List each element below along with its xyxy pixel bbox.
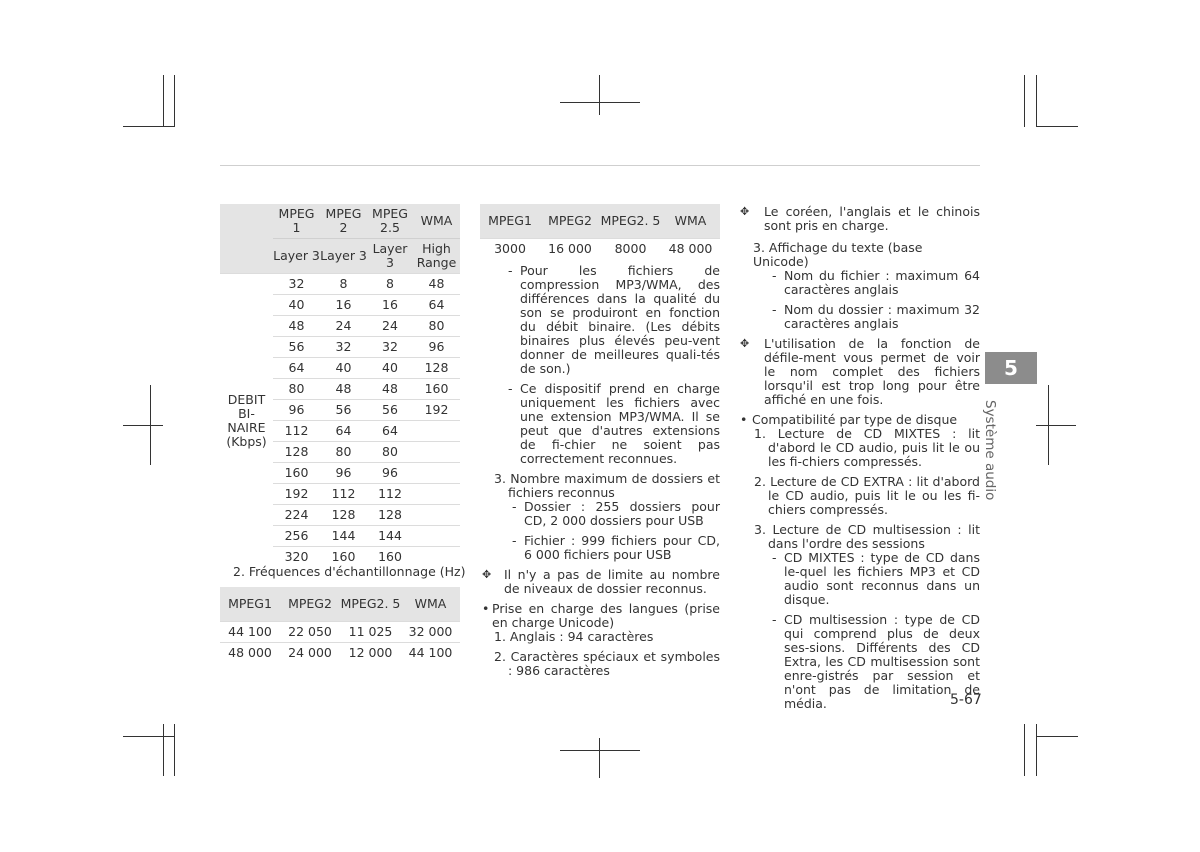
- dash-item: - Nom du fichier : maximum 64 caractères anglais: [772, 268, 980, 297]
- table-cell: 40: [367, 358, 413, 379]
- column-3-text: [740, 205, 980, 711]
- table-header-cell: High Range: [413, 239, 460, 274]
- table-cell: 48 000: [220, 643, 280, 664]
- table-cell: [413, 526, 460, 547]
- bullet-item: • Compatibilité par type de disque: [740, 412, 958, 427]
- table-cell: 32: [320, 337, 367, 358]
- table-cell: 44 100: [220, 622, 280, 643]
- table-cell: 112: [320, 484, 367, 505]
- table-cell: 22 050: [280, 622, 340, 643]
- table-header-cell: MPEG2. 5: [340, 587, 401, 622]
- table-cell: 32: [367, 337, 413, 358]
- table-cell: 128: [273, 442, 320, 463]
- table-row: [480, 239, 720, 260]
- table-cell: 112: [367, 484, 413, 505]
- table-cell: 8: [367, 274, 413, 295]
- table-cell: 12 000: [340, 643, 401, 664]
- table-cell: [413, 463, 460, 484]
- table-cell: 48: [413, 274, 460, 295]
- numbered-item: 2. Lecture de CD EXTRA : lit d'abord le CD audio, puis lit le ou les fi-chiers compressés.: [754, 474, 980, 517]
- dash-item: - CD MIXTES : type de CD dans le-quel les fichiers MP3 et CD audio sont reconnus dans un disque.: [772, 550, 980, 607]
- table-header-row: [220, 204, 460, 239]
- table-header-cell: MPEG1: [480, 204, 540, 239]
- table-cell: [413, 484, 460, 505]
- table-cell: 96: [320, 463, 367, 484]
- table-cell: 80: [273, 379, 320, 400]
- file-count-table: [480, 204, 720, 259]
- table-cell: 24: [367, 316, 413, 337]
- table-cell: 112: [273, 421, 320, 442]
- note-item: ✥ Il n'y a pas de limite au nombre de niveaux de dossier reconnus.: [482, 567, 720, 596]
- numbered-item: 2. Caractères spéciaux et symboles : 986 caractères: [494, 649, 720, 678]
- table-cell: 96: [367, 463, 413, 484]
- table-cell: 160: [367, 547, 413, 568]
- table-cell: 256: [273, 526, 320, 547]
- chapter-tab: 5: [985, 352, 1037, 384]
- table-cell: 320: [273, 547, 320, 568]
- row-group-label: DEBIT BI-NAIRE (Kbps): [220, 274, 273, 568]
- table-header-cell: MPEG2: [540, 204, 600, 239]
- note-icon: ✥: [740, 337, 750, 350]
- numbered-item: 1. Lecture de CD MIXTES : lit d'abord le CD audio, puis lit le ou les fi-chiers compressés.: [754, 426, 980, 469]
- table-cell: 8: [320, 274, 367, 295]
- bullet-icon: •: [482, 601, 490, 616]
- table-cell: [413, 421, 460, 442]
- table-cell: [413, 505, 460, 526]
- bullet-icon: •: [740, 412, 748, 427]
- table-cell: 192: [413, 400, 460, 421]
- table-row: [220, 274, 460, 295]
- table-cell: 224: [273, 505, 320, 526]
- column-2-text: [482, 264, 720, 678]
- section-title: Système audio: [982, 400, 998, 501]
- dash-item: - Dossier : 255 dossiers pour CD, 2 000 dossiers pour USB: [512, 499, 720, 528]
- table-header-cell: Layer 3: [273, 239, 320, 274]
- table-cell: 3000: [480, 239, 540, 260]
- table-cell: 64: [367, 421, 413, 442]
- note-icon: ✥: [482, 568, 492, 581]
- table-header-cell: MPEG2: [280, 587, 340, 622]
- table-cell: 160: [413, 379, 460, 400]
- table-cell: 160: [320, 547, 367, 568]
- table-cell: 56: [320, 400, 367, 421]
- table-cell: 48: [367, 379, 413, 400]
- dash-item: - CD multisession : type de CD qui comprend plus de deux ses-sions. Différents des CD Extra, les CD multisession sont enre-gistrés par session et n'ont pas de limitation de média.: [772, 612, 980, 711]
- table-cell: 48: [320, 379, 367, 400]
- table-cell: 48: [273, 316, 320, 337]
- table-cell: 144: [367, 526, 413, 547]
- table-header-row: [480, 204, 720, 239]
- table-cell: 80: [320, 442, 367, 463]
- table-header-cell: WMA: [413, 204, 460, 239]
- table-cell: 16: [367, 295, 413, 316]
- table-cell: 80: [367, 442, 413, 463]
- table-cell: 64: [273, 358, 320, 379]
- dash-item: - Pour les fichiers de compression MP3/WMA, des différences dans la qualité du son se produiront en fonction du débit binaire. (Les débits binaires plus élevés peu-vent donner de meilleures quali-tés de son.): [508, 263, 720, 376]
- note-icon: ✥: [740, 205, 750, 218]
- page-number: 5-67: [950, 692, 982, 708]
- table-header-cell: MPEG1: [220, 587, 280, 622]
- table-cell: 16 000: [540, 239, 600, 260]
- table-cell: 11 025: [340, 622, 401, 643]
- table-cell: 80: [413, 316, 460, 337]
- numbered-item: 1. Anglais : 94 caractères: [494, 629, 654, 644]
- table-cell: 8000: [600, 239, 661, 260]
- sample-rate-table: [220, 587, 460, 663]
- table-cell: 192: [273, 484, 320, 505]
- table-cell: 128: [413, 358, 460, 379]
- dash-item: - Nom du dossier : maximum 32 caractères anglais: [772, 302, 980, 331]
- numbered-item: 3. Nombre maximum de dossiers et fichiers reconnus: [494, 471, 720, 500]
- numbered-item: 3. Lecture de CD multisession : lit dans l'ordre des sessions: [754, 522, 980, 551]
- table-cell: [413, 442, 460, 463]
- table-header-row: [220, 587, 460, 622]
- sample-rate-caption: 2. Fréquences d'échantillonnage (Hz): [233, 564, 466, 579]
- table-cell: 40: [320, 358, 367, 379]
- table-header-cell: Layer 3: [367, 239, 413, 274]
- table-header-cell: MPEG 1: [273, 204, 320, 239]
- numbered-item: 3. Affichage du texte (base Unicode): [753, 240, 923, 269]
- table-cell: 40: [273, 295, 320, 316]
- dash-item: - Ce dispositif prend en charge uniquement les fichiers avec une extension MP3/WMA. Il se peut que d'autres extensions de fi-chier ne soient pas correctement reconnues.: [508, 381, 720, 466]
- table-header-cell: MPEG 2.5: [367, 204, 413, 239]
- table-cell: 32: [273, 274, 320, 295]
- table-cell: 64: [413, 295, 460, 316]
- table-cell: 24 000: [280, 643, 340, 664]
- table-cell: 96: [413, 337, 460, 358]
- table-header-cell: WMA: [401, 587, 460, 622]
- table-cell: 56: [273, 337, 320, 358]
- header-rule: [220, 165, 980, 166]
- table-cell: 64: [320, 421, 367, 442]
- table-cell: 48 000: [661, 239, 720, 260]
- table-cell: 128: [320, 505, 367, 526]
- table-cell: 160: [273, 463, 320, 484]
- bitrate-table: [220, 204, 460, 567]
- note-item: ✥ L'utilisation de la fonction de défile-ment vous permet de voir le nom complet des fichiers lorsqu'il est trop long pour être affiché en une fois.: [740, 336, 980, 407]
- bullet-item: • Prise en charge des langues (prise en charge Unicode): [482, 601, 720, 630]
- table-row: [220, 643, 460, 664]
- table-header-cell: WMA: [661, 204, 720, 239]
- table-cell: 44 100: [401, 643, 460, 664]
- table-cell: 144: [320, 526, 367, 547]
- table-header-cell: MPEG2. 5: [600, 204, 661, 239]
- table-cell: 96: [273, 400, 320, 421]
- table-row: [220, 622, 460, 643]
- table-cell: 24: [320, 316, 367, 337]
- table-cell: 32 000: [401, 622, 460, 643]
- table-cell: 16: [320, 295, 367, 316]
- table-cell: 128: [367, 505, 413, 526]
- section-title-vertical: [982, 400, 1014, 505]
- table-header-cell: MPEG 2: [320, 204, 367, 239]
- note-item: ✥ Le coréen, l'anglais et le chinois sont pris en charge.: [740, 204, 980, 233]
- dash-item: - Fichier : 999 fichiers pour CD, 6 000 fichiers pour USB: [512, 533, 720, 562]
- table-header-cell: Layer 3: [320, 239, 367, 274]
- table-cell: 56: [367, 400, 413, 421]
